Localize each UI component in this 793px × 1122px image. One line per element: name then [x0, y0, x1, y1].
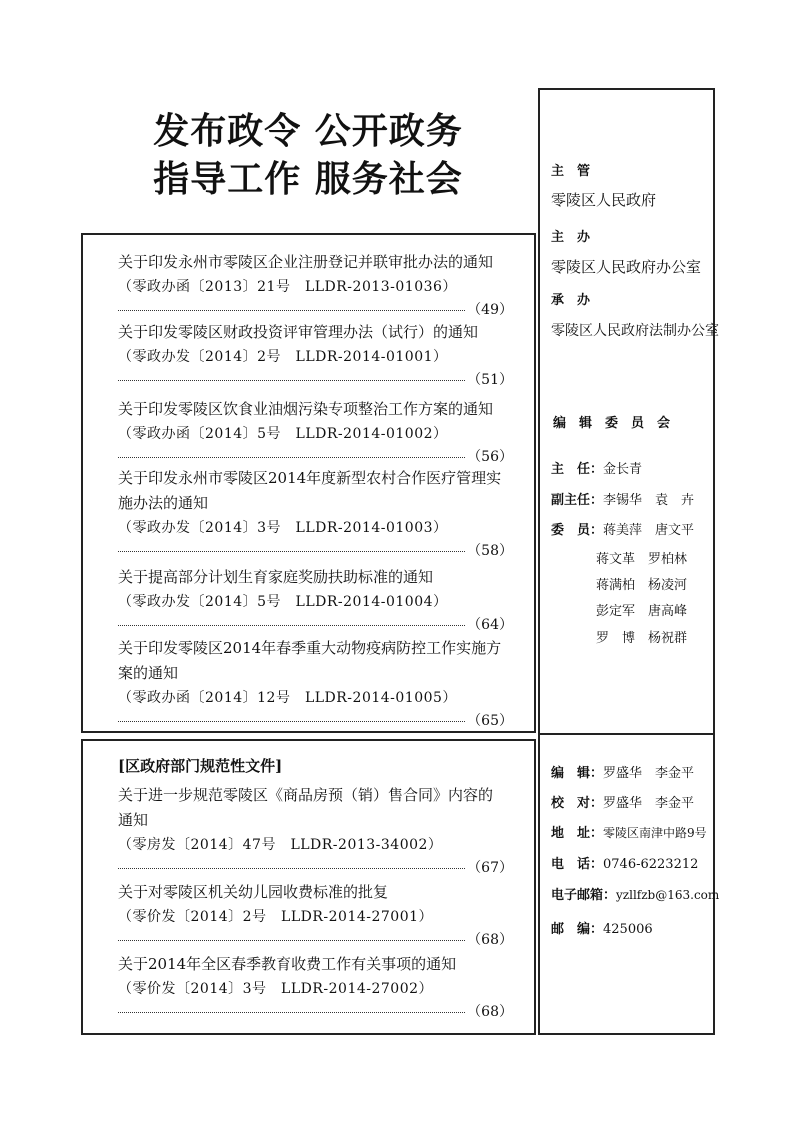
organizer-value: 零陵区人民政府法制办公室	[551, 323, 719, 339]
deputy-row	[551, 489, 694, 508]
toc-entry-leader	[118, 370, 513, 390]
toc-entry-docno: （零政办函〔2013〕21号 LLDR-2013-01036）	[118, 279, 457, 295]
toc-entry-title: 关于印发零陵区饮食业油烟污染专项整治工作方案的通知	[118, 400, 494, 418]
toc-entry-leader	[118, 447, 513, 467]
toc-entry[interactable]	[118, 250, 513, 320]
toc-entry-page: （56）	[467, 449, 513, 465]
toc-entry-title: 关于2014年全区春季教育收费工作有关事项的通知	[118, 955, 457, 973]
toc-entry-docno: （零政办函〔2014〕12号 LLDR-2014-01005）	[118, 690, 457, 706]
editor-label: 编 辑：	[551, 766, 604, 781]
dot-leader	[118, 868, 465, 869]
toc-entry-leader	[118, 711, 513, 731]
toc-entry-docno: （零房发〔2014〕47号 LLDR-2013-34002）	[118, 837, 443, 853]
toc-entry[interactable]	[118, 783, 513, 878]
email-row	[551, 884, 719, 903]
toc-entry-title: 关于印发永州市零陵区企业注册登记并联审批办法的通知	[118, 253, 494, 271]
toc-entry-title-cont: 通知	[118, 811, 149, 829]
toc-entry-title: 关于对零陵区机关幼儿园收费标准的批复	[118, 883, 389, 901]
sponsor-value: 零陵区人民政府办公室	[551, 258, 702, 276]
dot-leader	[118, 721, 465, 722]
phone-row	[551, 853, 698, 872]
toc-entry-docno: （零政办发〔2014〕3号 LLDR-2014-01003）	[118, 520, 448, 536]
toc-entry-docno: （零价发〔2014〕2号 LLDR-2014-27001）	[118, 909, 434, 925]
postcode-value: 425006	[603, 922, 653, 937]
dot-leader	[118, 940, 465, 941]
toc-entry-title-cont: 案的通知	[118, 664, 179, 682]
sidebar-divider	[538, 733, 715, 735]
director-value: 金长青	[603, 462, 643, 477]
toc-entry[interactable]	[118, 320, 513, 390]
email-value[interactable]: yzllfzb@163.com	[616, 888, 720, 902]
toc-entry-page: （68）	[467, 932, 513, 948]
toc-entry-leader	[118, 1002, 513, 1022]
masthead-slogan	[108, 108, 508, 204]
deputy-value: 李锡华 袁 卉	[603, 493, 695, 508]
toc-entry-docno: （零价发〔2014〕3号 LLDR-2014-27002）	[118, 981, 434, 997]
toc-entry-title: 关于进一步规范零陵区《商品房预（销）售合同》内容的	[118, 786, 494, 804]
toc-entry-title: 关于印发零陵区2014年春季重大动物疫病防控工作实施方	[118, 639, 502, 657]
toc-entry[interactable]	[118, 397, 513, 467]
postcode-row	[551, 918, 653, 937]
phone-label: 电 话：	[551, 857, 604, 872]
toc-entry[interactable]	[118, 466, 513, 561]
proof-label: 校 对：	[551, 796, 604, 811]
slogan-line-2: 指导工作 服务社会	[153, 159, 463, 200]
toc-entry-page: （49）	[467, 302, 513, 318]
toc-entry-leader	[118, 930, 513, 950]
toc-entry-title: 关于提高部分计划生育家庭奖励扶助标准的通知	[118, 568, 434, 586]
supervisor-label: 主 管	[551, 164, 591, 179]
dot-leader	[118, 551, 465, 552]
postcode-label: 邮 编：	[551, 922, 604, 937]
toc-entry-leader	[118, 541, 513, 561]
director-label: 主 任：	[551, 462, 604, 477]
slogan-line-1: 发布政令 公开政务	[153, 111, 463, 152]
toc-entry-page: （51）	[467, 372, 513, 388]
organizer-label: 承 办	[551, 293, 591, 308]
toc-entry-title: 关于印发永州市零陵区2014年度新型农村合作医疗管理实	[118, 469, 502, 487]
toc-entry-page: （65）	[467, 713, 513, 729]
proof-value: 罗盛华 李金平	[603, 796, 695, 811]
phone-value: 0746-6223212	[603, 857, 699, 872]
toc-entry-leader	[118, 300, 513, 320]
toc-entry-page: （67）	[467, 860, 513, 876]
members-label: 委 员：	[551, 523, 604, 538]
committee-label: 编 辑 委 员 会	[553, 416, 671, 431]
toc-entry-page: （58）	[467, 543, 513, 559]
members-row	[551, 519, 694, 538]
member-name: 蒋满柏 杨凌河	[596, 578, 688, 593]
toc-entry[interactable]	[118, 880, 513, 950]
toc-entry-leader	[118, 858, 513, 878]
toc-entry[interactable]	[118, 565, 513, 635]
toc-entry-page: （68）	[467, 1004, 513, 1020]
supervisor-value: 零陵区人民政府	[551, 191, 657, 209]
toc-entry-docno: （零政办函〔2014〕5号 LLDR-2014-01002）	[118, 426, 448, 442]
proof-row	[551, 792, 694, 811]
toc-entry[interactable]	[118, 952, 513, 1022]
dot-leader	[118, 625, 465, 626]
address-row	[551, 822, 707, 841]
address-value: 零陵区南津中路9号	[603, 826, 707, 840]
toc-entry-docno: （零政办发〔2014〕5号 LLDR-2014-01004）	[118, 594, 448, 610]
toc-entry-docno: （零政办发〔2014〕2号 LLDR-2014-01001）	[118, 349, 448, 365]
email-label: 电子邮箱：	[551, 888, 617, 903]
address-label: 地 址：	[551, 826, 604, 841]
toc-entry-page: （64）	[467, 617, 513, 633]
deputy-label: 副主任：	[551, 493, 604, 508]
sponsor-label: 主 办	[551, 230, 591, 245]
section-heading: [区政府部门规范性文件]	[118, 757, 283, 775]
toc-entry-title: 关于印发零陵区财政投资评审管理办法（试行）的通知	[118, 323, 479, 341]
member-name: 彭定军 唐高峰	[596, 604, 688, 619]
member-name: 蒋美萍 唐文平	[603, 523, 695, 538]
dot-leader	[118, 457, 465, 458]
member-name: 蒋文革 罗柏林	[596, 552, 688, 567]
toc-entry[interactable]	[118, 636, 513, 731]
toc-entry-title-cont: 施办法的通知	[118, 494, 209, 512]
toc-entry-leader	[118, 615, 513, 635]
member-name: 罗 博 杨祝群	[596, 631, 688, 646]
editor-value: 罗盛华 李金平	[603, 766, 695, 781]
editor-row	[551, 762, 694, 781]
director-row	[551, 458, 642, 477]
dot-leader	[118, 1012, 465, 1013]
dot-leader	[118, 310, 465, 311]
dot-leader	[118, 380, 465, 381]
